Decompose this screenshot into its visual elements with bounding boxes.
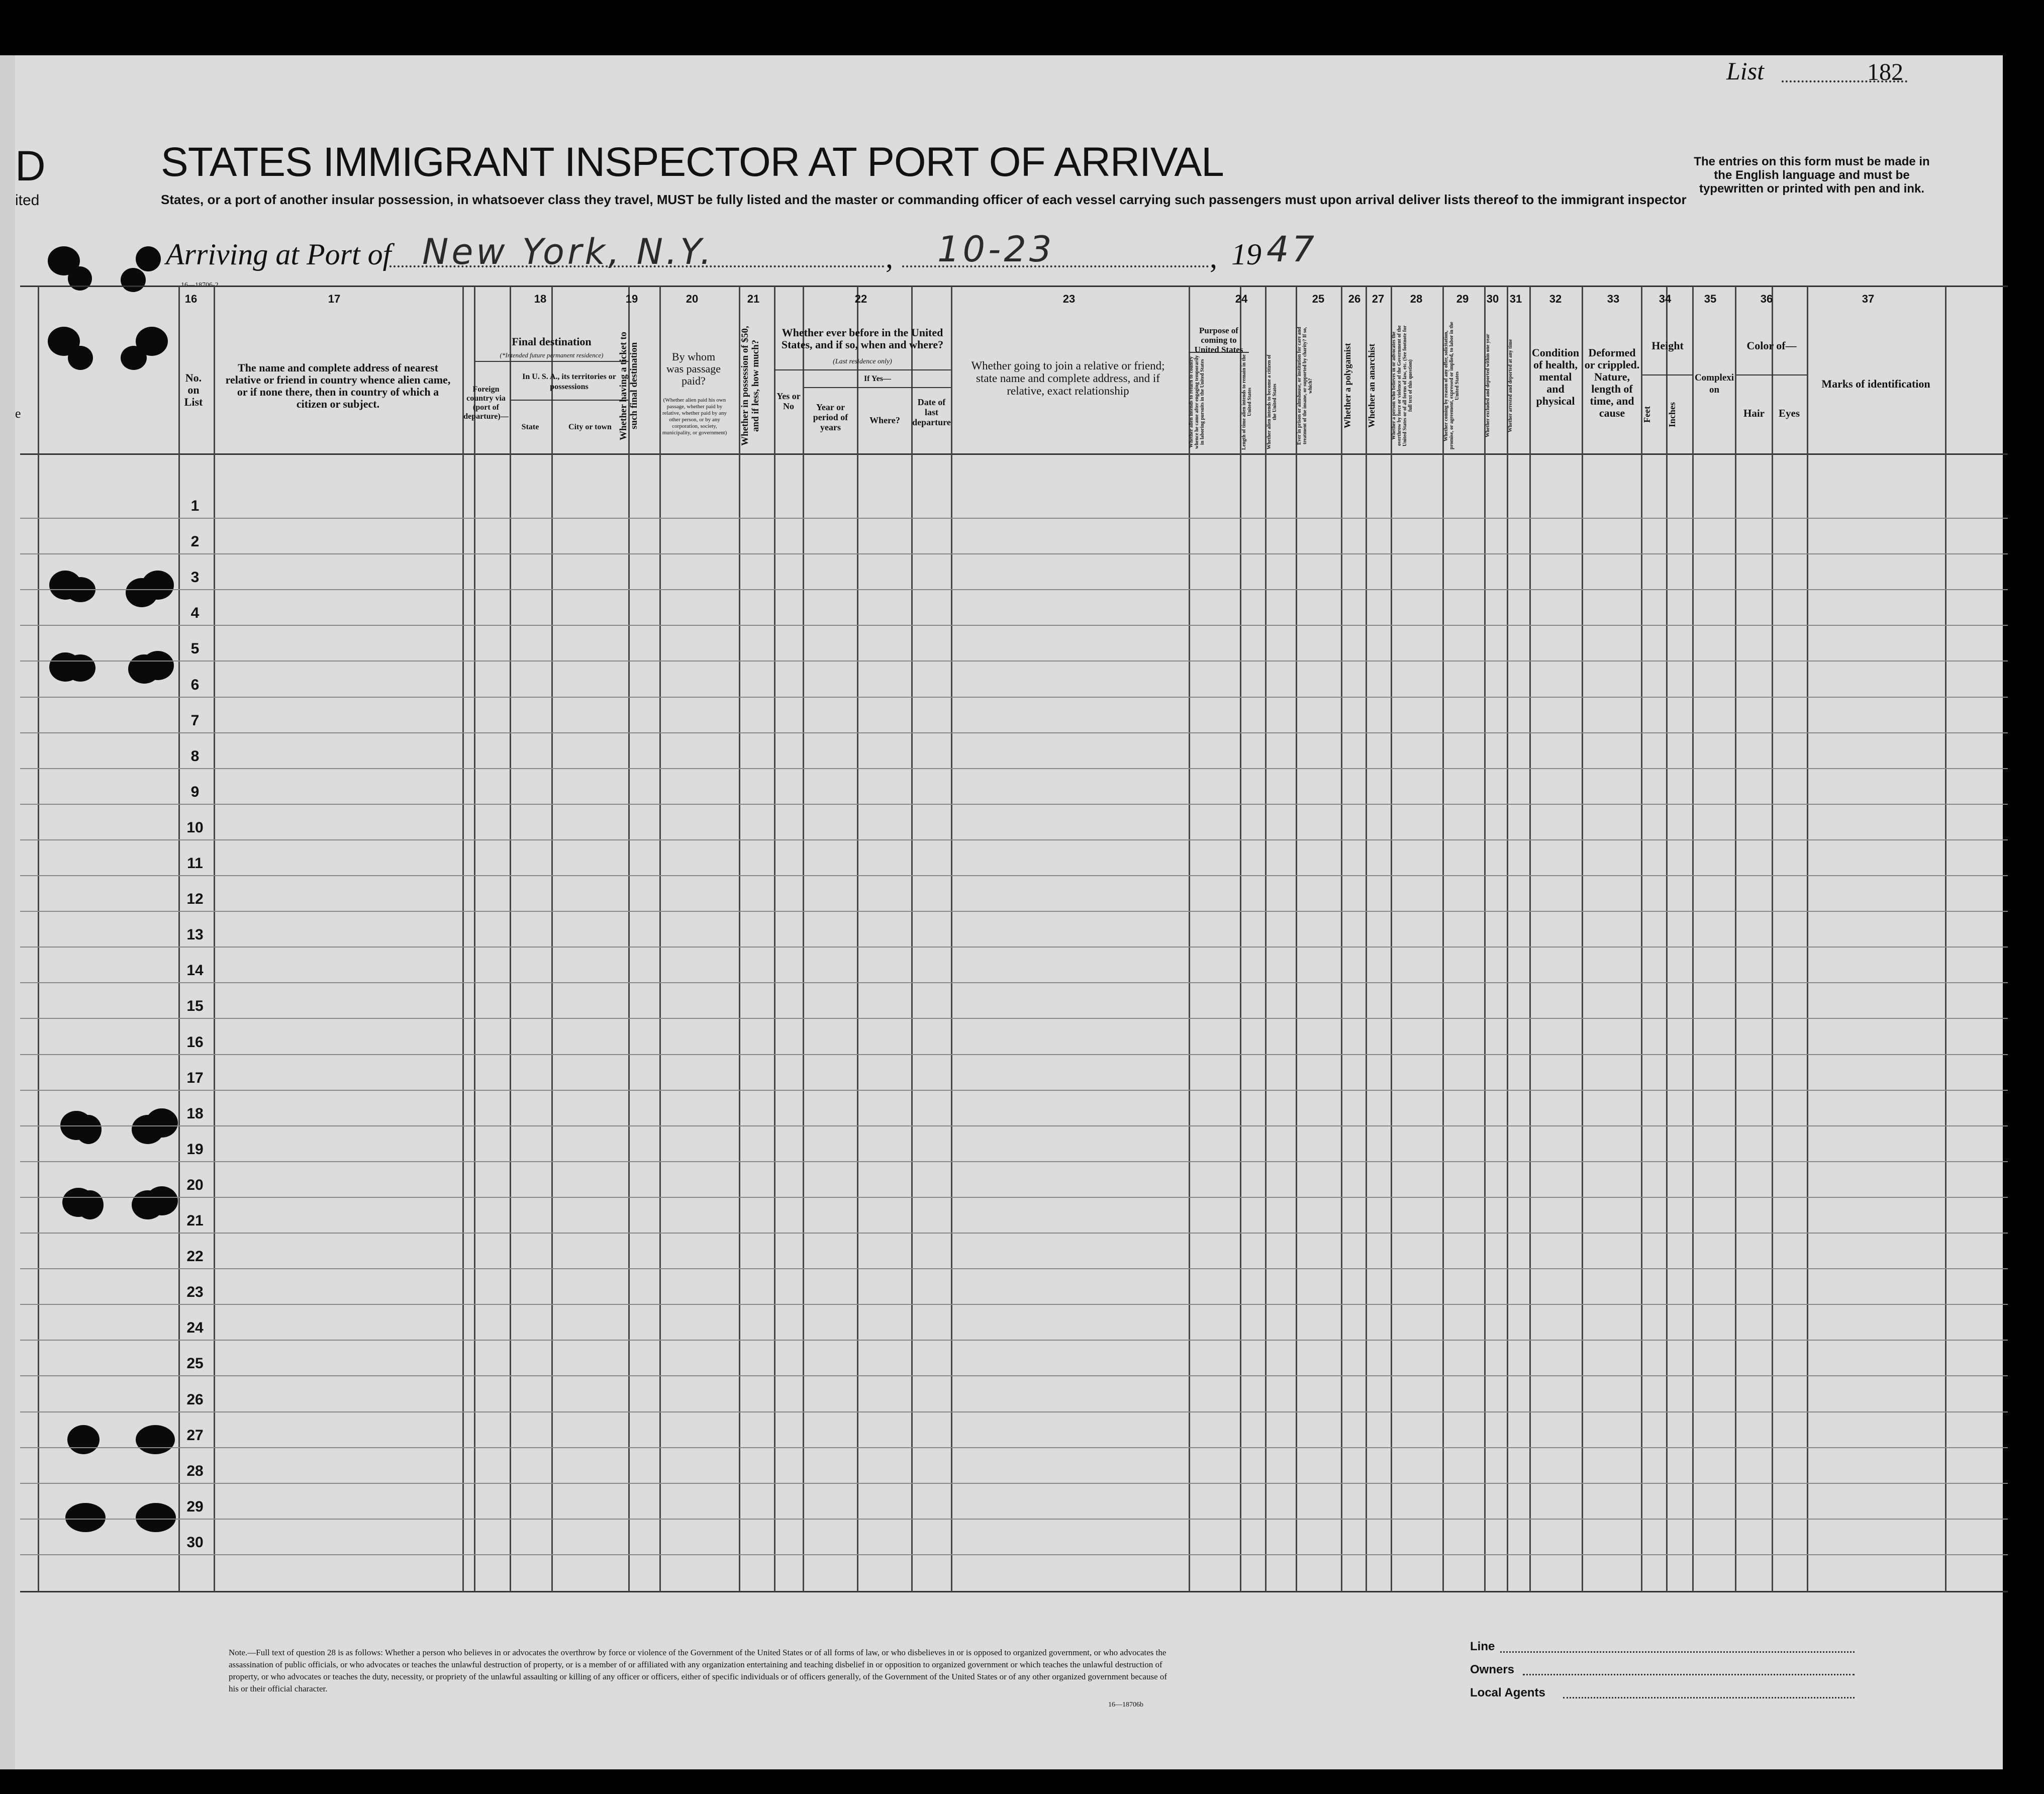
header-arrested: Whether arrested and deported at any time	[1508, 339, 1513, 433]
col-num-19: 19	[625, 293, 638, 305]
table-bottom-border	[20, 1591, 2008, 1592]
table-row[interactable]	[20, 660, 2008, 662]
column-separator	[1240, 287, 1241, 1591]
row-number: 12	[186, 891, 204, 908]
footnote-form-code: 16—18706b	[1108, 1701, 1143, 1709]
punch-hole	[136, 1425, 175, 1454]
col-num-36: 36	[1760, 293, 1773, 305]
column-separator	[1341, 287, 1342, 1591]
table-row[interactable]	[20, 1519, 2008, 1520]
column-separator	[911, 287, 913, 1591]
col-num-23: 23	[1062, 293, 1076, 305]
column-separator	[1692, 287, 1694, 1591]
header-by-whom-paid-note: (Whether alien paid his own passage, whether paid by relative, whether paid by any other person, or by any corporation, society, municipality, or government)	[662, 397, 727, 436]
table-row[interactable]	[20, 947, 2008, 948]
col-num-25: 25	[1312, 293, 1325, 305]
col-num-16: 16	[184, 293, 198, 305]
col-num-32: 32	[1549, 293, 1562, 305]
table-row[interactable]	[20, 768, 2008, 769]
table-row[interactable]	[20, 1447, 2008, 1448]
color-subline	[1736, 374, 1807, 375]
row-number: 11	[187, 855, 203, 872]
row-number: 16	[186, 1033, 204, 1051]
table-row[interactable]	[20, 589, 2008, 590]
footer-local-agents-field	[1563, 1697, 1855, 1698]
row-number: 20	[186, 1176, 204, 1193]
table-row[interactable]	[20, 697, 2008, 698]
handwritten-port: New York, N.Y.	[422, 231, 715, 272]
row-number: 8	[190, 747, 200, 765]
footer-line-label: Line	[1470, 1640, 1495, 1653]
table-row[interactable]	[20, 1375, 2008, 1376]
punch-hole	[136, 1503, 176, 1532]
header-foreign-country: Foreign country via (port of departure)—	[463, 385, 509, 421]
column-separator	[1391, 287, 1392, 1591]
row-number: 7	[190, 712, 200, 729]
column-separator	[659, 287, 661, 1591]
table-row[interactable]	[20, 982, 2008, 983]
header-purpose-c: Whether alien intends to become a citizen of the United States	[1267, 354, 1278, 450]
table-row[interactable]	[20, 1054, 2008, 1055]
row-number: 2	[190, 533, 200, 550]
footer-local-agents-label: Local Agents	[1470, 1686, 1545, 1699]
footer-owners-label: Owners	[1470, 1663, 1515, 1676]
column-separator	[462, 287, 464, 1591]
table-row[interactable]	[20, 1483, 2008, 1484]
header-purpose-a: Whether alien intends to return to country whence he came after engaging temporarily in laboring pursuits in the United States	[1189, 355, 1205, 449]
column-separator	[1366, 287, 1367, 1591]
row-number: 29	[186, 1498, 204, 1515]
table-row[interactable]	[20, 1161, 2008, 1162]
row-number: 19	[186, 1141, 204, 1158]
header-bottom-border	[20, 453, 2008, 455]
year-prefix: 19	[1231, 238, 1261, 271]
punch-hole	[65, 1503, 106, 1532]
row-number: 24	[186, 1319, 204, 1337]
header-in-usa: In U. S. A., its territories or possessions	[522, 372, 616, 391]
table-row[interactable]	[20, 804, 2008, 805]
row-number: 26	[186, 1391, 204, 1408]
table-row[interactable]	[20, 1554, 2008, 1555]
row-number: 9	[190, 783, 200, 800]
row-number: 4	[190, 605, 200, 622]
col-num-35: 35	[1704, 293, 1717, 305]
row-number: 21	[186, 1212, 204, 1229]
arriving-label: Arriving at Port of	[166, 238, 392, 271]
table-row[interactable]	[20, 839, 2008, 840]
punch-hole	[146, 1186, 178, 1215]
header-joining-relative: Whether going to join a relative or friend; state name and complete address, and if relative, exact relationship	[971, 359, 1165, 397]
header-nearest-relative: The name and complete address of nearest relative or friend in country whence alien came, or if none there, then in country of which a citizen or subject.	[225, 361, 451, 410]
punch-hole	[121, 268, 146, 292]
fragment-word: ited	[15, 192, 40, 209]
col-num-34: 34	[1659, 293, 1672, 305]
header-purpose-b: Length of time alien intends to remain in the United States	[1241, 354, 1252, 450]
footer-line-field	[1500, 1651, 1855, 1653]
form-subtitle: States, or a port of another insular possession, in whatsoever class they travel, MUST be fully listed and the master or commanding officer of each vessel carrying such passengers must upon arrival deliver lists thereof to the immigrant inspector	[161, 192, 1687, 207]
table-top-border	[20, 286, 2008, 287]
header-if-yes: If Yes—	[863, 374, 892, 383]
column-separator	[551, 287, 553, 1591]
column-separator	[1945, 287, 1946, 1591]
list-number: 182	[1867, 59, 1903, 85]
table-row[interactable]	[20, 518, 2008, 519]
footnote-q28: Note.—Full text of question 28 is as follows: Whether a person who believes in or advocates the overthrow by force or violence of the Government of the United States or of all forms of law, or who disbelieves in or is opposed to organized government, or who advocates the assassination of public officials, or who advocates or teaches the unlawful destruction of property, or is a member of or affiliated with any organization entertaining and teaching disbelief in or opposition to organized government or which teaches the unlawful destruction of property, or who advocates or teaches the duty, necessity, or propriety of the unlawful assaulting or killing of any officer or officers, either of specific individuals or of officers generally, of the Government of the United States or of any other organized government because of his or their official character.	[229, 1648, 1167, 1693]
column-separator	[1484, 287, 1486, 1591]
handwritten-year: 47	[1267, 229, 1318, 270]
before-subline	[774, 369, 951, 370]
row-number: 14	[186, 962, 204, 979]
handwritten-date: 10-23	[937, 229, 1055, 270]
table-row[interactable]	[20, 875, 2008, 876]
manifest-sheet	[15, 55, 2003, 1769]
column-separator	[951, 287, 952, 1591]
header-complexion: Complexion	[1694, 372, 1734, 395]
header-hair: Hair	[1743, 407, 1765, 419]
punch-hole	[67, 1425, 100, 1454]
header-polygamist: Whether a polygamist	[1342, 343, 1352, 429]
row-number: 30	[186, 1534, 204, 1551]
row-number: 17	[186, 1069, 204, 1086]
punch-hole	[121, 346, 147, 370]
table-row[interactable]	[20, 1125, 2008, 1126]
column-separator	[1666, 287, 1668, 1591]
row-number: 3	[190, 569, 200, 586]
fragment-letter: D	[15, 142, 46, 190]
column-separator	[1529, 287, 1531, 1591]
header-color-of: Color of—	[1746, 339, 1797, 352]
form-instructions: The entries on this form must be made in the English language and must be typewritten or printed with pen and ink.	[1694, 155, 1930, 196]
col-num-37: 37	[1862, 293, 1875, 305]
punch-hole	[75, 1115, 102, 1144]
column-separator	[1772, 287, 1773, 1591]
row-number: 1	[190, 498, 200, 514]
col-num-28: 28	[1410, 293, 1423, 305]
column-separator	[1641, 287, 1642, 1591]
col-num-31: 31	[1509, 293, 1522, 305]
height-subline	[1642, 374, 1693, 375]
col-num-22: 22	[854, 293, 867, 305]
col-num-29: 29	[1456, 293, 1469, 305]
row-number: 6	[190, 676, 200, 693]
header-purpose: Purpose of coming to United States	[1194, 326, 1243, 354]
table-row[interactable]	[20, 1411, 2008, 1412]
separator-comma: ,	[1210, 241, 1217, 274]
col-num-17: 17	[328, 293, 341, 305]
punch-hole	[146, 1108, 178, 1138]
column-separator	[739, 287, 740, 1591]
column-separator	[1507, 287, 1508, 1591]
header-city: City or town	[568, 423, 612, 431]
table-row[interactable]	[20, 1340, 2008, 1341]
header-height: Height	[1651, 339, 1684, 352]
header-prison: Ever in prison or almshouse, or institution for care and treatment of the insane, or supported by charity? If so, which?	[1297, 327, 1313, 445]
table-row[interactable]	[20, 732, 2008, 733]
header-possession-50: Whether in possession of $50, and if less, how much?	[740, 326, 761, 446]
footer-owners-field	[1523, 1674, 1855, 1675]
column-separator	[774, 287, 775, 1591]
row-number: 5	[190, 640, 200, 657]
usa-subline	[510, 400, 628, 401]
punch-hole	[65, 654, 95, 682]
column-separator	[474, 287, 475, 1591]
row-number: 28	[186, 1462, 204, 1479]
header-date-last-departure: Date of last departure	[912, 397, 951, 427]
header-anarchist: Whether an anarchist	[1367, 343, 1377, 428]
row-number: 10	[186, 819, 204, 836]
row-number: 23	[186, 1284, 204, 1301]
column-separator	[1296, 287, 1297, 1591]
column-separator	[1807, 287, 1808, 1591]
row-number: 13	[186, 926, 204, 943]
row-number: 22	[186, 1248, 204, 1265]
column-separator	[510, 287, 511, 1591]
col-num-27: 27	[1372, 293, 1385, 305]
header-ever-before-note: (Last residence only)	[833, 358, 892, 365]
header-eyes: Eyes	[1779, 407, 1800, 419]
column-separator	[1582, 287, 1583, 1591]
ifyes-subline	[804, 387, 951, 388]
table-row[interactable]	[20, 1090, 2008, 1091]
row-number: 18	[186, 1105, 204, 1122]
punch-hole	[136, 246, 161, 271]
header-by-whom-paid: By whom was passage paid?	[666, 350, 721, 387]
header-deformed: Deformed or crippled. Nature, length of time, and cause	[1584, 346, 1640, 419]
punch-hole	[142, 571, 174, 600]
col-num-18: 18	[534, 293, 547, 305]
col-num-26: 26	[1348, 293, 1361, 305]
header-yes-or-no: Yes or No	[776, 391, 801, 411]
header-ticket: Whether having a ticket to such final destination	[618, 331, 639, 440]
header-final-destination-note: (*Intended future permanent residence)	[500, 351, 604, 359]
table-row[interactable]	[20, 1268, 2008, 1269]
row-number: 15	[186, 998, 204, 1015]
row-number: 25	[186, 1355, 204, 1372]
header-state: State	[521, 423, 539, 431]
table-row[interactable]	[20, 625, 2008, 626]
column-separator	[628, 287, 630, 1591]
column-separator	[803, 287, 804, 1591]
header-no-on-list: No. on List	[184, 371, 203, 408]
separator-comma: ,	[886, 241, 893, 274]
table-row[interactable]	[20, 911, 2008, 912]
header-inches: Inches	[1667, 402, 1677, 428]
row-number: 27	[186, 1427, 204, 1444]
column-separator	[857, 287, 858, 1591]
column-separator	[1265, 287, 1267, 1591]
punch-hole	[76, 1190, 104, 1219]
column-separator	[38, 287, 39, 1591]
table-row[interactable]	[20, 553, 2008, 554]
header-feet: Feet	[1642, 406, 1652, 423]
punch-hole	[142, 651, 174, 680]
fragment-e: e	[15, 406, 21, 421]
table-row[interactable]	[20, 1197, 2008, 1198]
header-contract-labor: Whether coming by reason of any offer, solicitation, promise, or agreement, expressed or implied, to labor in the United States	[1443, 322, 1460, 450]
column-separator	[1442, 287, 1444, 1591]
col-num-33: 33	[1607, 293, 1620, 305]
table-row[interactable]	[20, 1304, 2008, 1305]
col-num-30: 30	[1486, 293, 1499, 305]
table-row[interactable]	[20, 1018, 2008, 1019]
column-separator	[1189, 287, 1190, 1591]
header-q28: Whether a person who believes in or advocates the overthrow by force or violence of the Government of the United States or of all forms of law, etc. (See footnote for full text of this question)	[1391, 325, 1413, 446]
header-where: Where?	[869, 415, 900, 425]
col-num-24: 24	[1235, 293, 1248, 305]
column-separator	[1735, 287, 1736, 1591]
punch-hole	[68, 346, 93, 370]
header-excluded: Whether excluded and deported within one year	[1485, 334, 1491, 438]
list-label: List	[1726, 57, 1765, 85]
table-row[interactable]	[20, 1233, 2008, 1234]
col-num-21: 21	[747, 293, 760, 305]
header-ever-before: Whether ever before in the United States, and if so, when and where?	[781, 326, 944, 351]
header-year-or-period: Year or period of years	[813, 402, 848, 432]
header-marks: Marks of identification	[1821, 377, 1930, 390]
header-condition: Condition of health, mental and physical	[1531, 346, 1580, 407]
column-separator	[214, 287, 215, 1591]
col-num-20: 20	[686, 293, 699, 305]
form-title: STATES IMMIGRANT INSPECTOR AT PORT OF ARRIVAL	[161, 139, 1224, 185]
header-final-destination: Final destination	[512, 335, 592, 348]
